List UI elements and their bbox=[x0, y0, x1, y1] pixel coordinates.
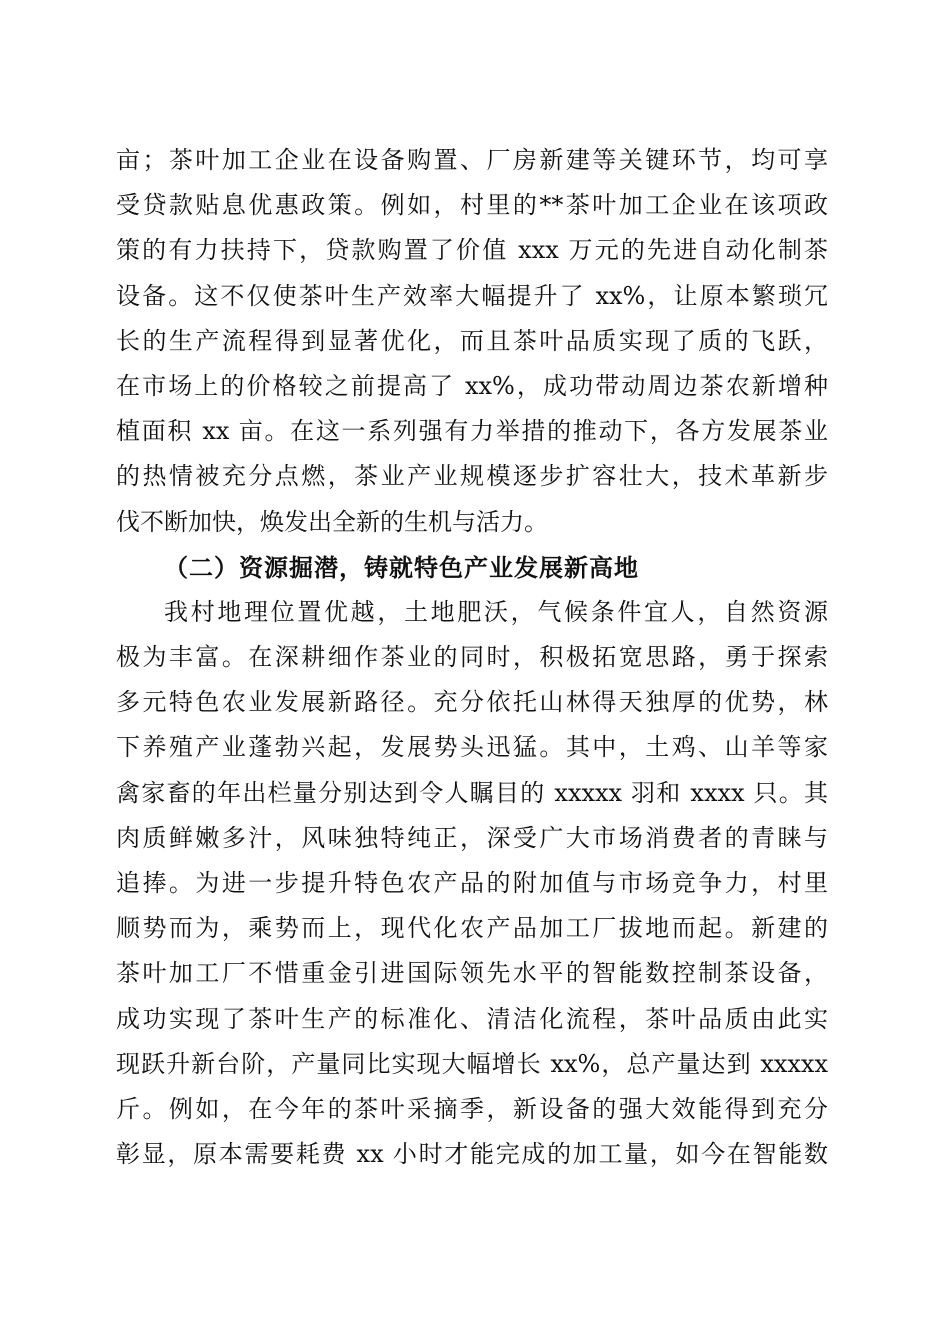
text-line: 的热情被充分点燃，茶业产业规模逐步扩容壮大，技术革新步 bbox=[116, 462, 828, 491]
text-line: 禽家畜的年出栏量分别达到令人瞩目的 xxxxx 羽和 xxxx 只。其 bbox=[116, 778, 828, 807]
document-body bbox=[116, 138, 828, 1177]
paragraph-resource-development bbox=[116, 590, 828, 1177]
text-line: 长的生产流程得到显著优化，而且茶叶品质实现了质的飞跃， bbox=[116, 326, 828, 355]
text-line: 斤。例如，在今年的茶叶采摘季，新设备的强大效能得到充分 bbox=[116, 1094, 828, 1123]
section-heading: （二）资源掘潜，铸就特色产业发展新高地 bbox=[164, 552, 639, 582]
paragraph-tea-processing-subsidy bbox=[116, 138, 828, 545]
text-line: 策的有力扶持下，贷款购置了价值 xxx 万元的先进自动化制茶 bbox=[116, 236, 828, 265]
text-line: 亩；茶叶加工企业在设备购置、厂房新建等关键环节，均可享 bbox=[116, 146, 828, 174]
text-line: 顺势而为，乘势而上，现代化农产品加工厂拔地而起。新建的 bbox=[116, 914, 828, 943]
text-line: 现跃升新台阶，产量同比实现大幅增长 xx%，总产量达到 xxxxx bbox=[116, 1049, 828, 1078]
text-line: 在市场上的价格较之前提高了 xx%，成功带动周边茶农新增种 bbox=[116, 371, 828, 400]
text-line: 受贷款贴息优惠政策。例如，村里的**茶叶加工企业在该项政 bbox=[116, 191, 828, 220]
text-line: 设备。这不仅使茶叶生产效率大幅提升了 xx%，让原本繁琐冗 bbox=[116, 281, 828, 310]
text-line: 肉质鲜嫩多汁，风味独特纯正，深受广大市场消费者的青睐与 bbox=[116, 823, 828, 852]
text-line: 追捧。为进一步提升特色农产品的附加值与市场竞争力，村里 bbox=[116, 869, 828, 897]
text-line: 多元特色农业发展新路径。充分依托山林得天独厚的优势，林 bbox=[116, 688, 828, 717]
text-line: 彰显，原本需要耗费 xx 小时才能完成的加工量，如今在智能数 bbox=[116, 1140, 828, 1169]
text-line: 茶叶加工厂不惜重金引进国际领先水平的智能数控制茶设备， bbox=[116, 959, 828, 988]
text-line-first: 我村地理位置优越，土地肥沃，气候条件宜人，自然资源 bbox=[164, 597, 828, 626]
text-line: 成功实现了茶叶生产的标准化、清洁化流程，茶叶品质由此实 bbox=[116, 1004, 828, 1033]
text-line: 极为丰富。在深耕细作茶业的同时，积极拓宽思路，勇于探索 bbox=[116, 643, 828, 672]
text-line: 下养殖产业蓬勃兴起，发展势头迅猛。其中，土鸡、山羊等家 bbox=[116, 733, 828, 762]
text-line: 植面积 xx 亩。在这一系列强有力举措的推动下，各方发展茶业 bbox=[116, 417, 828, 446]
text-line-last: 伐不断加快，焕发出全新的生机与活力。 bbox=[116, 507, 548, 536]
